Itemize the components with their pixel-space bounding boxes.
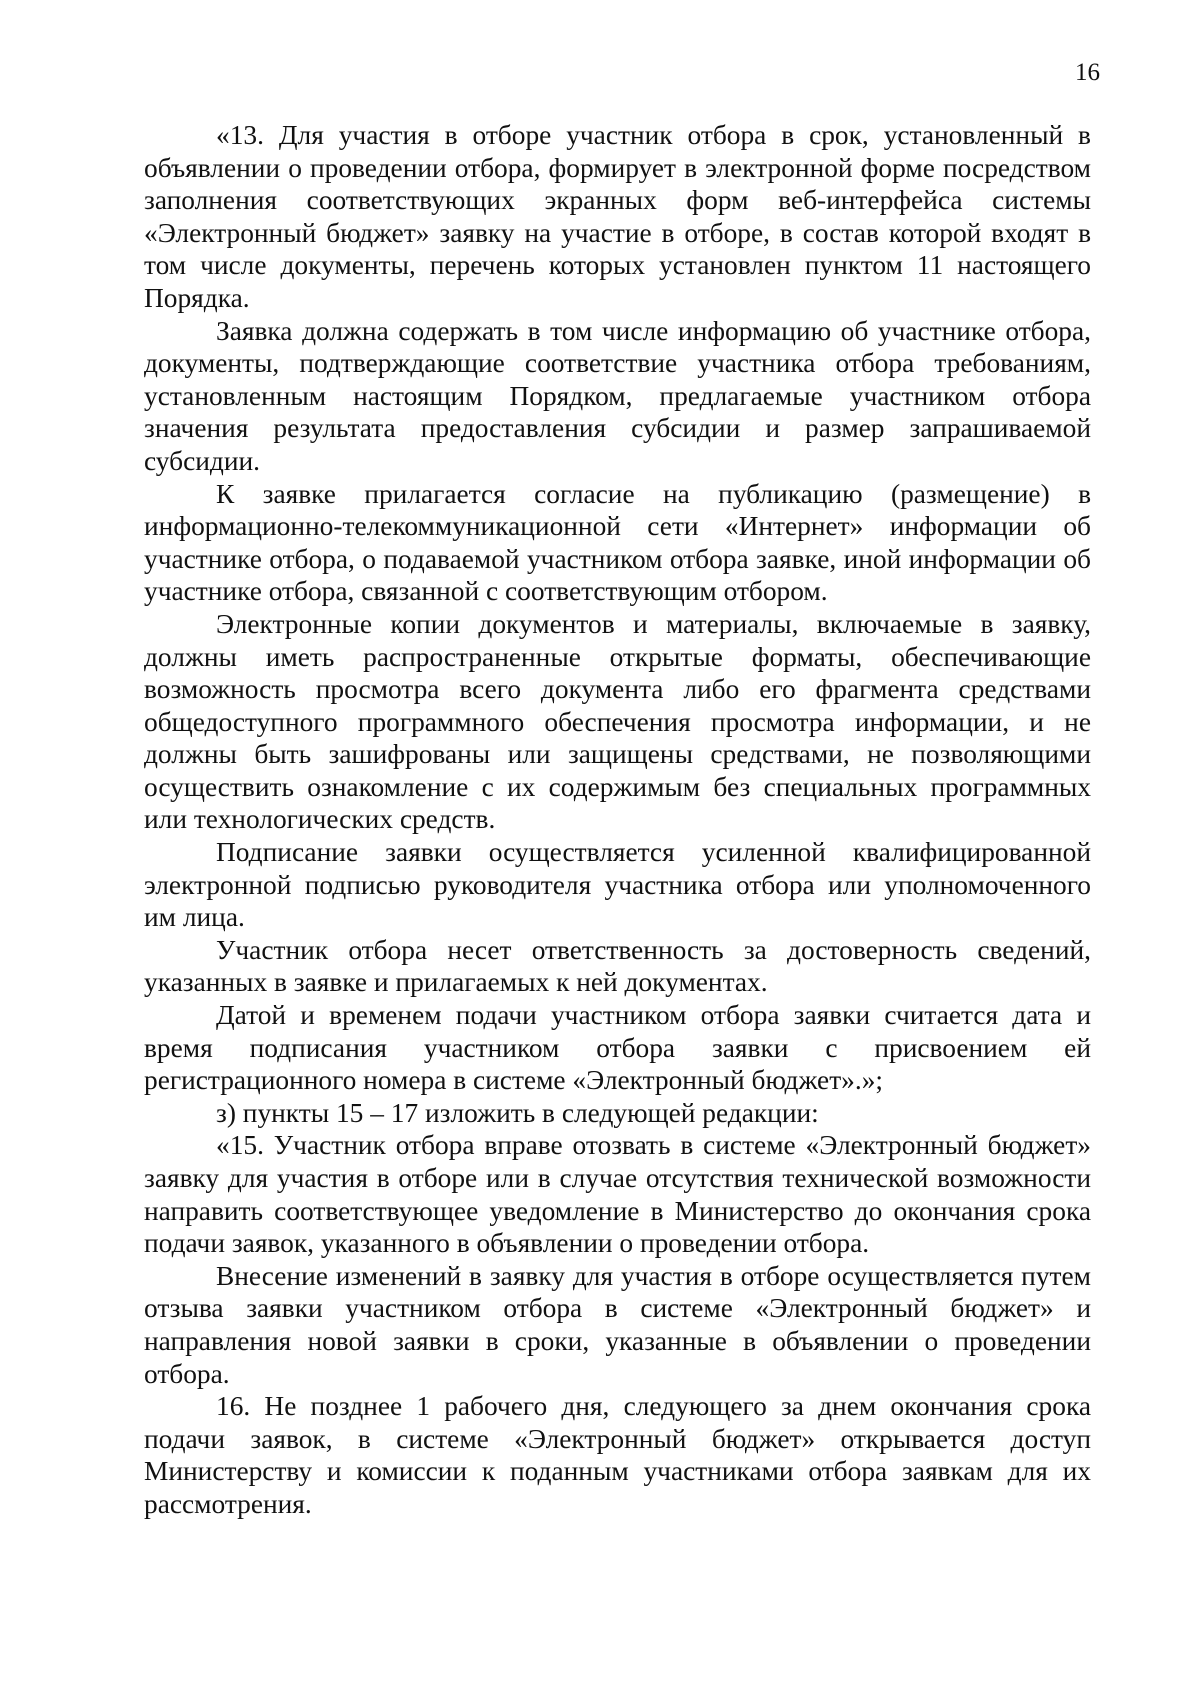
paragraph: Датой и временем подачи участником отбора заявки считается дата и время подписания участником отбора заявки с присвоением ей регистрационного номера в системе «Электронный бюджет».»; (144, 1000, 1091, 1096)
paragraph: Электронные копии документов и материалы, включаемые в заявку, должны иметь распространенные открытые форматы, обеспечивающие возможность просмотра всего документа либо его фрагмента средствами общедоступного программного обеспечения просмотра информации, и не должны быть зашифрованы или защищены средствами, не позволяющими осуществить ознакомление с их содержимым без специальных программных или технологических средств. (144, 608, 1091, 835)
paragraph: Подписание заявки осуществляется усиленной квалифицированной электронной подписью руководителя участника отбора или уполномоченного им лица. (144, 837, 1091, 933)
page-number: 16 (1075, 59, 1100, 86)
paragraph: Участник отбора несет ответственность за достоверность сведений, указанных в заявке и прилагаемых к ней документах. (144, 934, 1091, 998)
paragraph: Заявка должна содержать в том числе информацию об участнике отбора, документы, подтверждающие соответствие участника отбора требованиям, установленным настоящим Порядком, предлагаемые участником отбора значения результата предоставления субсидии и размер запрашиваемой субсидии. (144, 315, 1091, 476)
paragraph: Внесение изменений в заявку для участия в отборе осуществляется путем отзыва заявки участником отбора в системе «Электронный бюджет» и направления новой заявки в сроки, указанные в объявлении о проведении отбора. (144, 1260, 1091, 1389)
paragraph: К заявке прилагается согласие на публикацию (размещение) в информационно-телекоммуникационной сети «Интернет» информации об участнике отбора, о подаваемой участником отбора заявке, иной информации об участнике отбора, связанной с соответствующим отбором. (144, 478, 1091, 607)
paragraph: «15. Участник отбора вправе отозвать в системе «Электронный бюджет» заявку для участия в отборе или в случае отсутствия технической возможности направить соответствующее уведомление в Министерство до окончания срока подачи заявок, указанного в объявлении о проведении отбора. (144, 1130, 1091, 1259)
paragraph: з) пункты 15 – 17 изложить в следующей редакции: (216, 1097, 819, 1128)
document-body (144, 119, 1091, 1521)
paragraph: «13. Для участия в отборе участник отбора в срок, установленный в объявлении о проведении отбора, формирует в электронной форме посредством заполнения соответствующих экранных форм веб-интерфейса системы «Электронный бюджет» заявку на участие в отборе, в состав которой входят в том числе документы, перечень которых установлен пунктом 11 настоящего Порядка. (144, 120, 1091, 313)
paragraph: 16. Не позднее 1 рабочего дня, следующего за днем окончания срока подачи заявок, в системе «Электронный бюджет» открывается доступ Министерству и комиссии к поданным участниками отбора заявкам для их рассмотрения. (144, 1391, 1091, 1519)
